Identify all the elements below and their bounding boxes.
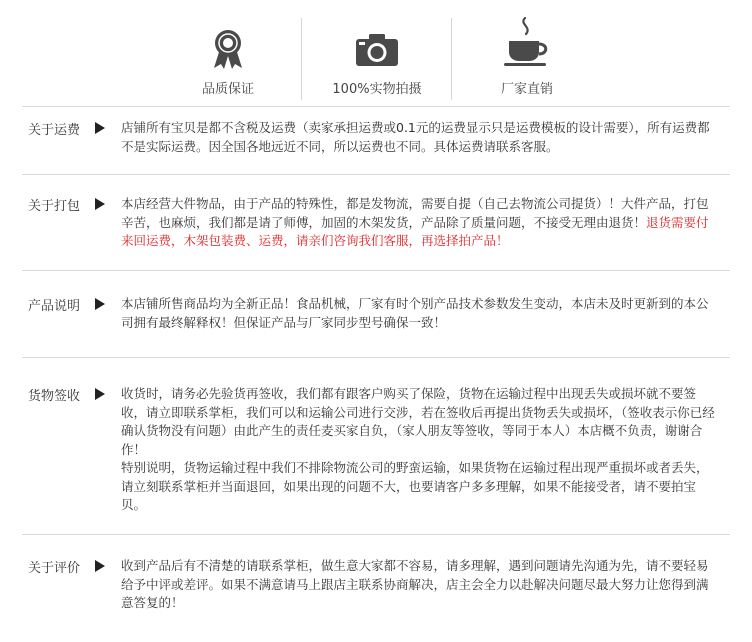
product-section (0, 295, 752, 335)
arrow-right-icon (95, 298, 105, 310)
review-title: 关于评价 (28, 561, 81, 576)
packing-text (121, 195, 719, 251)
factory-direct-badge (452, 0, 602, 108)
packing-body: 本店经营大件物品，由于产品的特殊性，都是发物流，需要自提（自己去物流公司提货）！大件产品，打包辛苦，也麻烦，我们都是请了师傅，加固的木架发货，产品除了质量问题，不接受无理由退货！ (121, 196, 709, 230)
arrow-right-icon (95, 122, 105, 134)
real-photo-badge (302, 0, 452, 108)
divider (22, 106, 730, 107)
receipt-text (121, 385, 719, 515)
product-title: 产品说明 (28, 299, 81, 314)
packing-title: 关于打包 (28, 199, 81, 214)
divider (22, 534, 730, 535)
quality-badge (153, 0, 303, 108)
arrow-right-icon (95, 388, 105, 400)
receipt-title: 货物签收 (28, 389, 81, 404)
arrow-right-icon (95, 198, 105, 210)
real-photo-label: 100%实物拍摄 (332, 82, 422, 97)
camera-icon (355, 33, 399, 67)
packing-section (0, 195, 752, 253)
coffee-cup-icon (502, 16, 552, 68)
receipt-note: 特别说明，货物运输过程中我们不排除物流公司的野蛮运输，如果货物在运输过程出现严重损坏或者丢失，请立刻联系掌柜并当面退回，如果出现的问题不大，也要请客户多多理解，如果不能接受者，请不要拍宝贝。 (121, 460, 709, 512)
review-section (0, 557, 752, 615)
shipping-title: 关于运费 (28, 123, 81, 138)
divider (22, 270, 730, 271)
quality-label: 品质保证 (201, 82, 254, 97)
divider (22, 357, 730, 358)
divider (22, 174, 730, 175)
award-ribbon-icon (211, 28, 245, 70)
receipt-paragraph: 收货时，请务必先验货再签收，我们都有跟客户购买了保险，货物在运输过程中出现丢失或损坏就不要签收，请立即联系掌柜，我们可以和运输公司进行交涉，若在签收后再提出货物丢失或损坏，（签收表示你已经确认货物没有问题）由此产生的责任麦买家自负，（家人朋友等签收，等同于本人）本店概不负责，谢谢合作！ (121, 386, 715, 457)
feature-badges (0, 0, 752, 108)
receipt-section (0, 385, 752, 515)
product-text: 本店铺所售商品均为全新正品！食品机械，厂家有时个别产品技术参数发生变动，本店未及时更新到的本公司拥有最终解释权！但保证产品与厂家同步型号确保一致！ (121, 296, 709, 330)
packing-warning: 退货需要付来回运费，木架包装费、运费，请亲们咨询我们客服，再选择拍产品！ (121, 214, 709, 248)
shipping-text: 店铺所有宝贝是都不含税及运费（卖家承担运费或0.1元的运费显示只是运费模板的设计需要），所有运费都不是实际运费。因全国各地远近不同，所以运费也不同。具体运费请联系客服。 (121, 120, 710, 154)
arrow-right-icon (95, 560, 105, 572)
shipping-section (0, 119, 752, 159)
review-text: 收到产品后有不清楚的请联系掌柜，做生意大家都不容易，请多理解，遇到问题请先沟通为先，请不要轻易给予中评或差评。如果不满意请马上跟店主联系协商解决，店主会全力以赴解决问题尽最大努力让您得到满意答复的！ (121, 558, 709, 610)
factory-direct-label: 厂家直销 (500, 82, 553, 97)
